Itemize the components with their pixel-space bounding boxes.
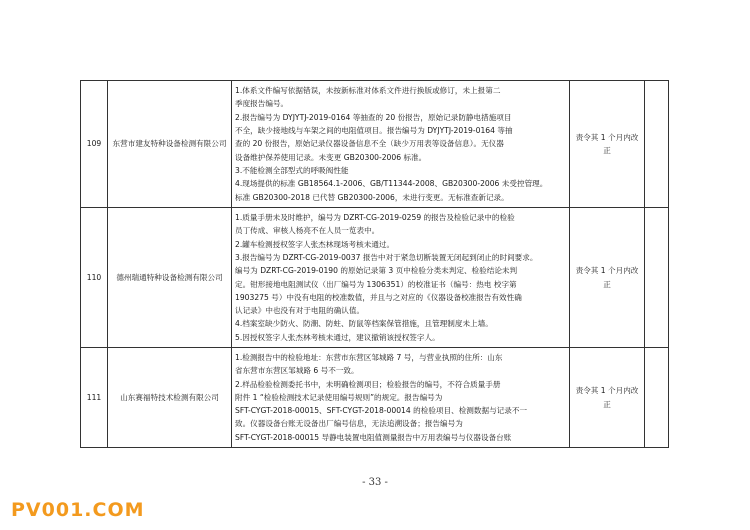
organization-name: 东营市建友特种设备检测有限公司 bbox=[108, 81, 232, 208]
description-line: 1.检测报告中的检验地址：东营市东营区邹城路 7 号，与营业执照的住所：山东 bbox=[235, 352, 503, 362]
description-line: 省东营市东营区邹城路 6 号不一致。 bbox=[235, 366, 359, 376]
description-line: 查的 20 份报告，原始记录仪器设备信息不全（缺少万用表等设备信息）。无仪器 bbox=[235, 139, 504, 149]
description-line: SFT-CYGT-2018-00015、SFT-CYGT-2018-00014 的检验项目、检测数据与记录不一 bbox=[235, 406, 528, 416]
description-line: 3.不能检测全部型式的呼吸阀性能 bbox=[235, 165, 349, 175]
description-line: 2.样品检验检测委托书中，未明确检测项目；检验报告的编号，不符合质量手册 bbox=[235, 379, 501, 389]
description-line: 编号为 DZRT-CG-2019-0190 的原始记录第 3 页中检验分类未判定、检验结论未判 bbox=[235, 266, 518, 276]
description-line: 附件 1 “检验检测技术记录使用编号规则”的规定。报告编号为 bbox=[235, 392, 443, 402]
description-line: 季度报告编号。 bbox=[235, 99, 289, 109]
description-line: 设备维护保养使用记录。未变更 GB20300-2006 标准。 bbox=[235, 152, 427, 162]
row-number: 109 bbox=[81, 81, 108, 208]
description-line: SFT-CYGT-2018-00015 导静电装置电阻值测量报告中万用表编号与仪器设备台账 bbox=[235, 432, 512, 442]
description-line: 员丁传成、审核人杨亮不在人员一览表中。 bbox=[235, 226, 380, 236]
description-line: 1903275 号）中没有电阻的校准数值，并且与之对应的《仪器设备校准报告有效性确 bbox=[235, 292, 522, 302]
issue-description bbox=[232, 348, 570, 448]
description-line: 1.体系文件编写依据错误，未按新标准对体系文件进行换版或修订，未上报第二 bbox=[235, 86, 501, 96]
description-line: 1.质量手册未及时维护，编号为 DZRT-CG-2019-0259 的报告及检验记录中的检验 bbox=[235, 213, 515, 223]
description-line: 2.罐车检测授权签字人张杰林现场考核未通过。 bbox=[235, 239, 395, 249]
description-line: 标准 GB20300-2018 已代替 GB20300-2006，未进行变更。无标准查新记录。 bbox=[235, 192, 509, 202]
action-required: 责令其 1 个月内改正 bbox=[570, 81, 645, 208]
row-number: 111 bbox=[81, 348, 108, 448]
remarks-cell bbox=[645, 208, 669, 348]
table-row bbox=[81, 348, 669, 448]
description-line: 定。钳形接地电阻测试仪（出厂编号为 1306351）的校准证书（编号：热电 校字第 bbox=[235, 279, 517, 289]
issue-description bbox=[232, 208, 570, 348]
description-line: 致。仪器设备台账无设备出厂编号信息，无法追溯设备；报告编号为 bbox=[235, 419, 463, 429]
description-line: 4.档案室缺少防火、防潮、防蛀、防鼠等档案保管措施，且管理制度未上墙。 bbox=[235, 319, 493, 329]
watermark-logo: PV001.COM bbox=[11, 499, 145, 521]
description-line: 3.报告编号为 DZRT-CG-2019-0037 报告中对于紧急切断装置无闭起到闭止的时间要求。 bbox=[235, 252, 538, 262]
description-line: 2.报告编号为 DYJYTJ-2019-0164 等抽查的 20 份报告，原始记录防静电措施项目 bbox=[235, 112, 512, 122]
description-line: 5.因授权签字人张杰林考核未通过，建议撤销该授权签字人。 bbox=[235, 332, 440, 342]
organization-name: 德州瑞通特种设备检测有限公司 bbox=[108, 208, 232, 348]
table-row bbox=[81, 81, 669, 208]
row-number: 110 bbox=[81, 208, 108, 348]
page-number: - 33 - bbox=[362, 477, 388, 488]
organization-name: 山东赛福特技术检测有限公司 bbox=[108, 348, 232, 448]
table-row bbox=[81, 208, 669, 348]
description-line: 不全，缺少接地线与车架之间的电阻值项目。报告编号为 DYJYTJ-2019-0164 等抽 bbox=[235, 126, 513, 136]
rectification-table bbox=[80, 80, 669, 448]
action-required: 责令其 1 个月内改正 bbox=[570, 208, 645, 348]
remarks-cell bbox=[645, 81, 669, 208]
description-line: 4.现场提供的标准 GB18564.1-2006、GB/T11344-2008、GB20300-2006 未受控管理。 bbox=[235, 179, 548, 189]
issue-description bbox=[232, 81, 570, 208]
remarks-cell bbox=[645, 348, 669, 448]
action-required: 责令其 1 个月内改正 bbox=[570, 348, 645, 448]
description-line: 认记录》中也没有对于电阻的确认值。 bbox=[235, 306, 365, 316]
